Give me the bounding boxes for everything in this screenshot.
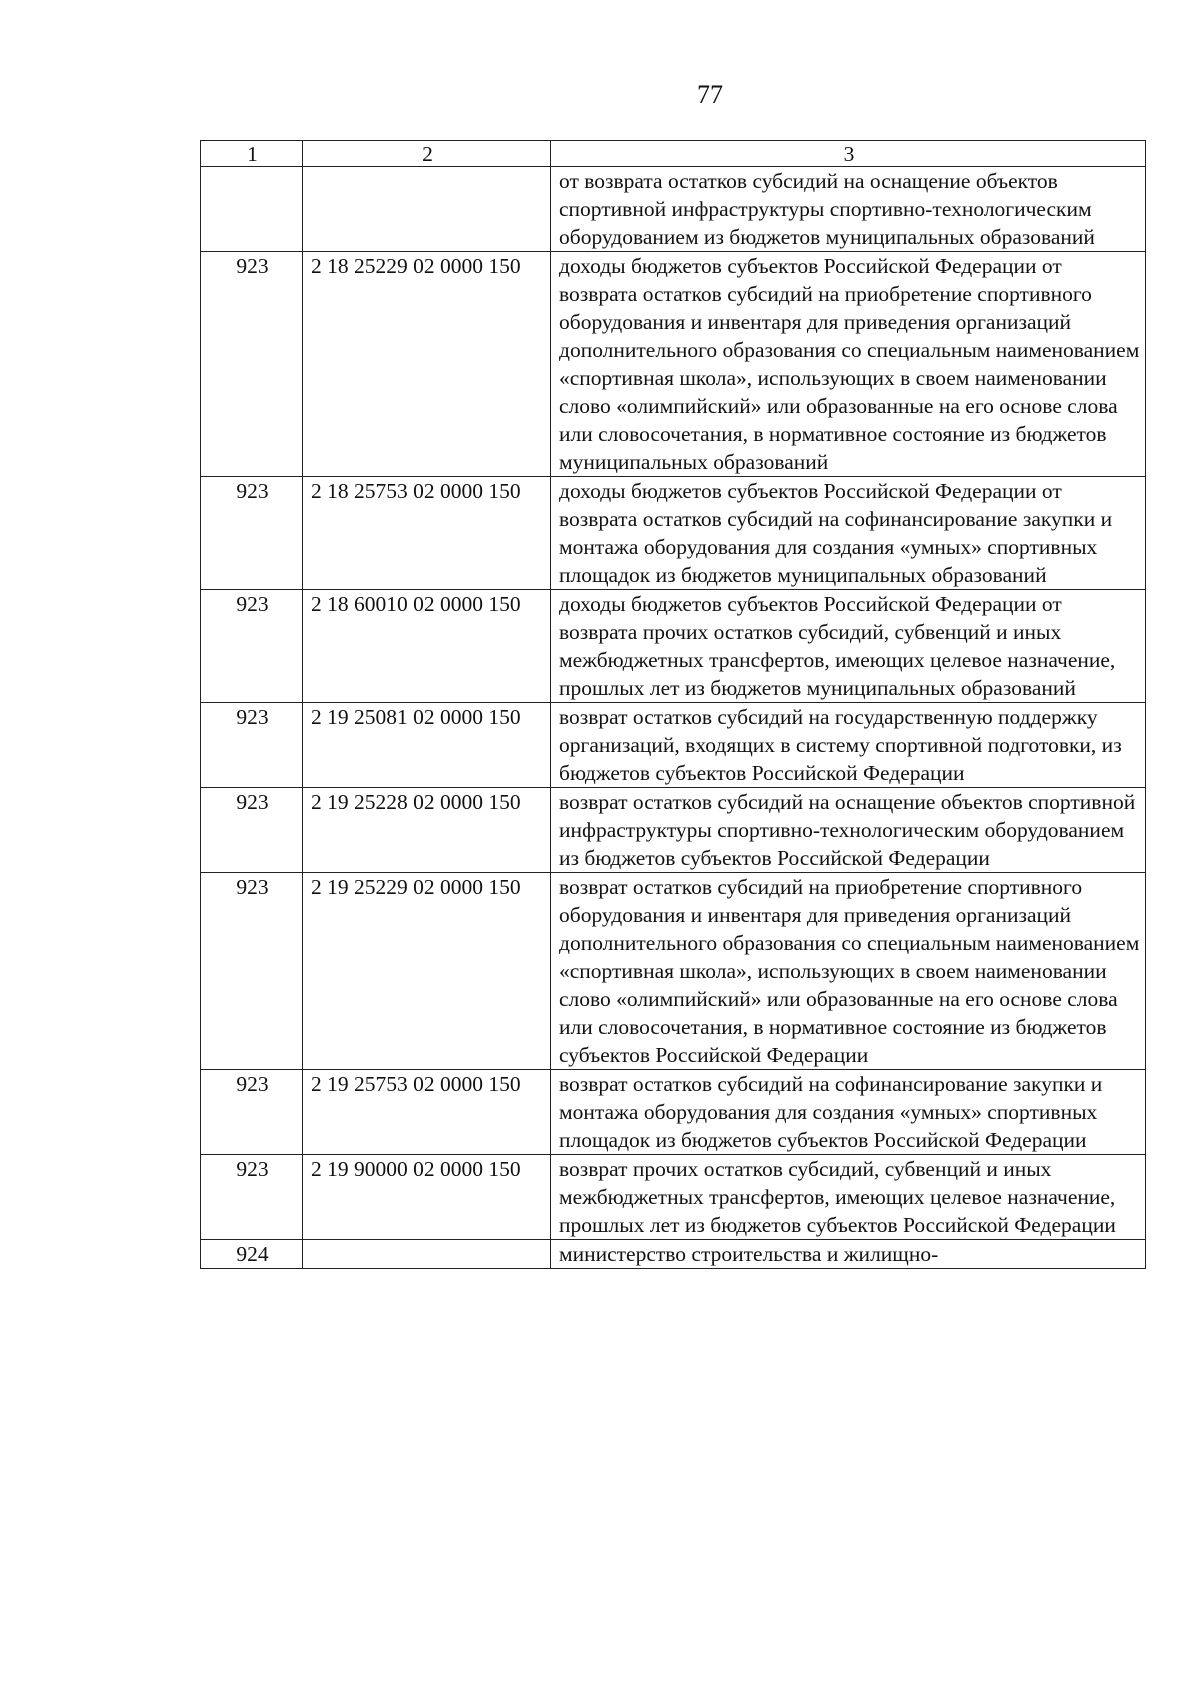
budget-code-cell: 2 19 25081 02 0000 150 — [303, 703, 551, 788]
admin-code-cell: 923 — [201, 1070, 303, 1155]
description-cell: доходы бюджетов субъектов Российской Федерации от возврата остатков субсидий на приобретение спортивного оборудования и инвентаря для приведения организаций дополнительного образования со специальным наименованием «спортивная школа», использующих в своем наименовании слово «олимпийский» или образованные на его основе слова или словосочетания, в нормативное состояние из бюджетов муниципальных образований — [551, 252, 1146, 477]
header-cell-col2: 2 — [303, 141, 551, 167]
table-row — [201, 1070, 1146, 1155]
admin-code-cell: 923 — [201, 788, 303, 873]
table-row — [201, 788, 1146, 873]
classification-table — [200, 140, 1146, 1269]
admin-code-cell: 924 — [201, 1240, 303, 1269]
table-row — [201, 703, 1146, 788]
admin-code-cell — [201, 167, 303, 252]
page-number: 77 — [697, 80, 723, 109]
budget-code-cell: 2 19 25753 02 0000 150 — [303, 1070, 551, 1155]
header-cell-col3: 3 — [551, 141, 1146, 167]
description-cell: доходы бюджетов субъектов Российской Федерации от возврата остатков субсидий на софинансирование закупки и монтажа оборудования для создания «умных» спортивных площадок из бюджетов муниципальных образований — [551, 477, 1146, 590]
admin-code-cell: 923 — [201, 252, 303, 477]
admin-code-cell: 923 — [201, 590, 303, 703]
budget-code-cell: 2 18 60010 02 0000 150 — [303, 590, 551, 703]
description-cell: доходы бюджетов субъектов Российской Федерации от возврата прочих остатков субсидий, субвенций и иных межбюджетных трансфертов, имеющих целевое назначение, прошлых лет из бюджетов муниципальных образований — [551, 590, 1146, 703]
table-row — [201, 1240, 1146, 1269]
table-row — [201, 252, 1146, 477]
budget-code-cell: 2 19 90000 02 0000 150 — [303, 1155, 551, 1240]
description-cell: министерство строительства и жилищно- — [551, 1240, 1146, 1269]
table-row — [201, 167, 1146, 252]
table-header-row — [201, 141, 1146, 167]
budget-code-cell — [303, 167, 551, 252]
budget-code-cell: 2 18 25229 02 0000 150 — [303, 252, 551, 477]
description-cell: возврат остатков субсидий на оснащение объектов спортивной инфраструктуры спортивно-технологическим оборудованием из бюджетов субъектов Российской Федерации — [551, 788, 1146, 873]
admin-code-cell: 923 — [201, 873, 303, 1070]
budget-code-cell: 2 18 25753 02 0000 150 — [303, 477, 551, 590]
budget-code-cell: 2 19 25228 02 0000 150 — [303, 788, 551, 873]
table-row — [201, 477, 1146, 590]
admin-code-cell: 923 — [201, 1155, 303, 1240]
description-cell: возврат остатков субсидий на софинансирование закупки и монтажа оборудования для создания «умных» спортивных площадок из бюджетов субъектов Российской Федерации — [551, 1070, 1146, 1155]
header-cell-col1: 1 — [201, 141, 303, 167]
admin-code-cell: 923 — [201, 703, 303, 788]
description-cell: возврат остатков субсидий на государственную поддержку организаций, входящих в систему спортивной подготовки, из бюджетов субъектов Российской Федерации — [551, 703, 1146, 788]
table-row — [201, 1155, 1146, 1240]
budget-code-cell: 2 19 25229 02 0000 150 — [303, 873, 551, 1070]
description-cell: возврат остатков субсидий на приобретение спортивного оборудования и инвентаря для приведения организаций дополнительного образования со специальным наименованием «спортивная школа», использующих в своем наименовании слово «олимпийский» или образованные на его основе слова или словосочетания, в нормативное состояние из бюджетов субъектов Российской Федерации — [551, 873, 1146, 1070]
table-row — [201, 873, 1146, 1070]
description-cell: от возврата остатков субсидий на оснащение объектов спортивной инфраструктуры спортивно-технологическим оборудованием из бюджетов муниципальных образований — [551, 167, 1146, 252]
description-cell: возврат прочих остатков субсидий, субвенций и иных межбюджетных трансфертов, имеющих целевое назначение, прошлых лет из бюджетов субъектов Российской Федерации — [551, 1155, 1146, 1240]
budget-code-cell — [303, 1240, 551, 1269]
table-row — [201, 590, 1146, 703]
admin-code-cell: 923 — [201, 477, 303, 590]
